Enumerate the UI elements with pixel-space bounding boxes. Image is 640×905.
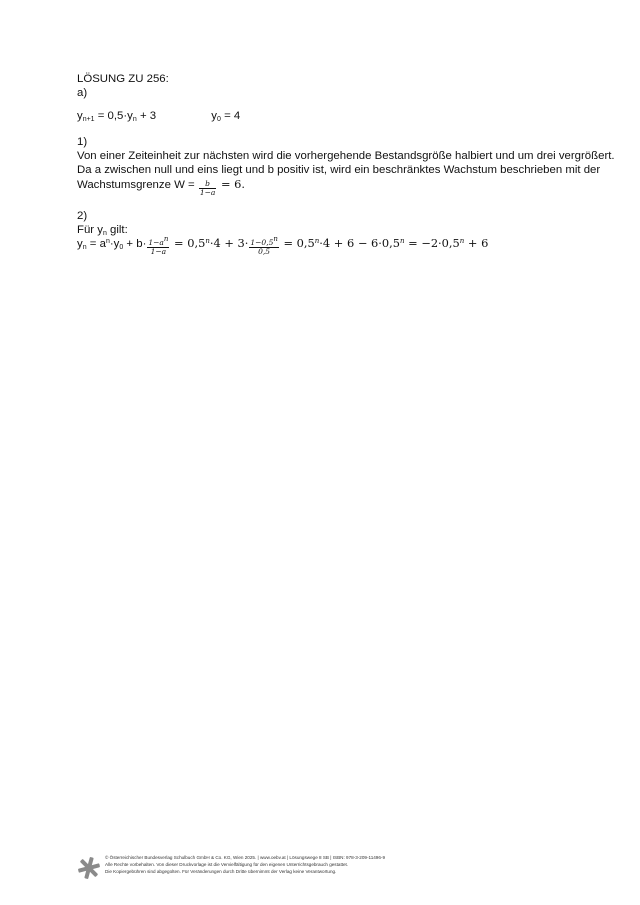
item-1-line-2: Da a zwischen null und eins liegt und b positiv ist, wird ein beschränktes Wachstum beschrieben mit der [77, 163, 601, 176]
explicit-formula [77, 237, 597, 256]
footer-copyright: © Österreichischer Bundesverlag Schulbuch GmbH & Co. KG, Wien 2025. | www.oebv.at | Lösungswege 8 SB | ISBN: 978-3-209-11496-9 [105, 855, 386, 860]
recursion-equation [77, 110, 597, 124]
formula-a: = a [86, 238, 106, 251]
solution-content [77, 73, 615, 257]
formula-y0-sub: 0 [119, 244, 124, 252]
growth-limit-fraction [199, 180, 217, 197]
recursion-rhs-sub: n [132, 115, 137, 123]
item-1-line-1: Von einer Zeiteinheit zur nächsten wird die vorhergehende Bestandsgröße halbiert und um drei vergrößert. [77, 150, 615, 163]
fraction-1-num-exp: n [163, 235, 169, 244]
intro-text: Für y [77, 223, 103, 236]
formula-y0: ·y [109, 238, 120, 251]
formula-step-1 [170, 236, 248, 250]
formula-fraction-2 [249, 235, 279, 257]
recursion-rhs: = 0,5·y [94, 109, 133, 122]
step-2-exp: n [314, 237, 320, 246]
step-3-exp: n [459, 237, 465, 246]
step-1-b: ·4 + 3· [209, 236, 249, 251]
fraction-denominator: 1−a [150, 247, 167, 257]
footer-text [105, 854, 385, 875]
formula-y-sub: n [82, 244, 87, 252]
initial-value [211, 110, 240, 124]
publisher-logo-icon [77, 856, 101, 880]
step-3-a: = −2·0,5 [404, 236, 460, 251]
step-2-a: = 0,5 [279, 236, 315, 251]
spacer [77, 123, 597, 136]
fraction-denominator: 1−a [199, 187, 216, 197]
step-1-a: = 0,5 [170, 236, 206, 251]
item-1-line-3 [77, 178, 597, 197]
spacer [77, 197, 597, 210]
step-2-exp-2: n [399, 237, 405, 246]
fraction-2-num: 1−0,5 [250, 238, 274, 248]
recursion-rhs-constant: + 3 [136, 109, 157, 122]
initial-value-symbol: y [211, 109, 217, 122]
footer-rights: Alle Rechte vorbehalten. Von dieser Druckvorlage ist die Vervielfältigung für den eigenen Unterrichtsgebrauch gestattet. [105, 862, 349, 867]
solution-heading: LÖSUNG ZU 256: [77, 73, 169, 85]
formula-y: y [77, 238, 83, 251]
formula-a-exp: n [105, 238, 110, 246]
step-1-exp: n [205, 237, 210, 246]
growth-limit-label: Wachstumsgrenze W = [77, 178, 198, 191]
growth-limit-result: = 6. [217, 176, 245, 191]
fraction-2-num-exp: n [273, 235, 278, 244]
formula-step-2 [280, 236, 488, 250]
step-3-b: + 6 [464, 236, 489, 251]
item-1-number: 1) [77, 136, 88, 149]
formula-fraction-1 [147, 235, 169, 257]
intro-sub: n [102, 229, 107, 237]
recursion-lhs: y [77, 109, 83, 122]
item-2-number: 2) [77, 209, 88, 222]
initial-value-sub: 0 [217, 115, 221, 123]
fraction-denominator: 0,5 [258, 247, 271, 257]
initial-value-rhs: = 4 [220, 109, 241, 122]
footer-disclaimer: Die Kopiergebühren sind abgegolten. Für Veränderungen durch Dritte übernimmt der Verlag keine Verantwortung. [105, 869, 337, 874]
part-a-label: a) [77, 86, 88, 99]
step-2-b: ·4 + 6 − 6·0,5 [319, 236, 400, 251]
fraction-numerator: b [199, 180, 217, 189]
recursion-lhs-sub: n+1 [82, 115, 95, 123]
formula-plus-b: + b· [123, 238, 147, 251]
fraction-1-num: 1−a [148, 238, 164, 248]
intro-text-end: gilt: [106, 223, 128, 236]
